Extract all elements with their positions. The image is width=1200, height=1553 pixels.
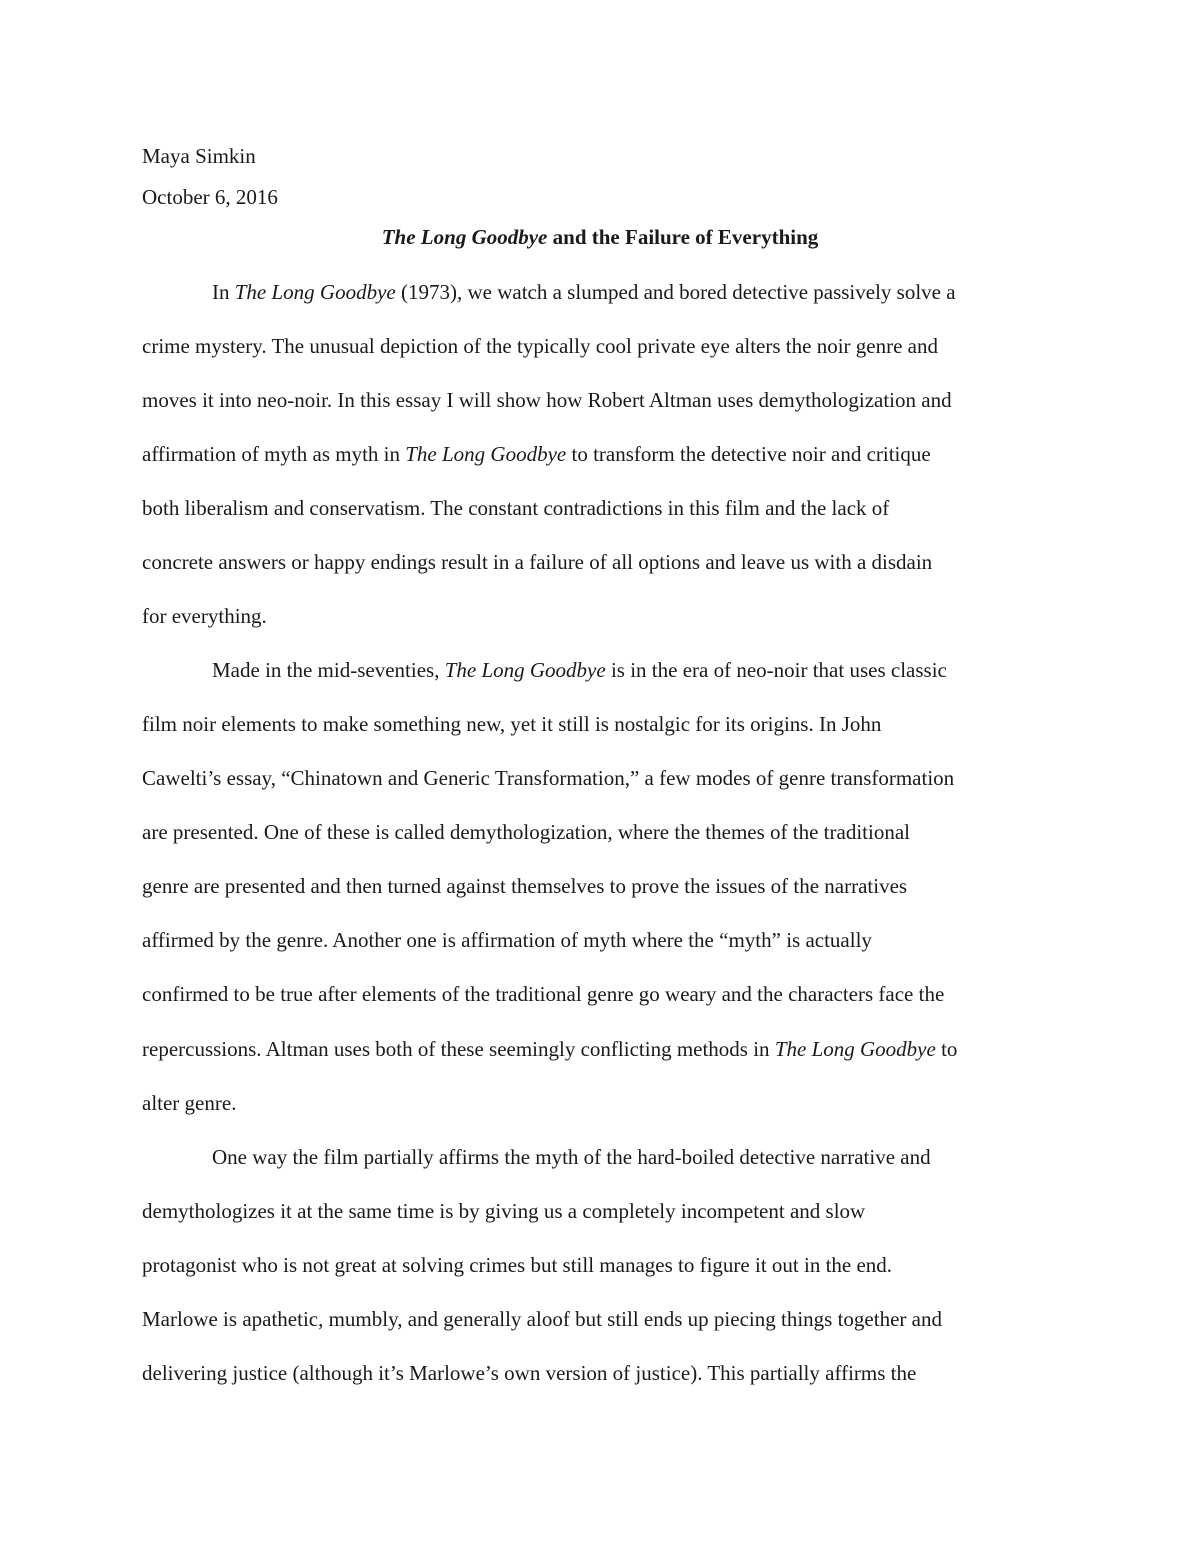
paragraph-line bbox=[142, 1035, 957, 1063]
text-run: is in the era of neo-noir that uses classic bbox=[605, 658, 947, 682]
paragraph-line: are presented. One of these is called demythologization, where the themes of the traditional bbox=[142, 820, 910, 844]
paragraph-line bbox=[142, 440, 931, 468]
paragraph-line: crime mystery. The unusual depiction of the typically cool private eye alters the noir genre and bbox=[142, 334, 938, 358]
paragraph-line: film noir elements to make something new, yet it still is nostalgic for its origins. In John bbox=[142, 712, 882, 736]
paragraph-line: delivering justice (although it’s Marlowe’s own version of justice). This partially affirms the bbox=[142, 1361, 917, 1385]
paragraph-line: demythologizes it at the same time is by giving us a completely incompetent and slow bbox=[142, 1199, 866, 1223]
paragraph-line: both liberalism and conservatism. The constant contradictions in this film and the lack of bbox=[142, 496, 890, 520]
text-run: repercussions. Altman uses both of these seemingly conflicting methods in bbox=[142, 1037, 775, 1061]
paragraph-line: confirmed to be true after elements of the traditional genre go weary and the characters face the bbox=[142, 982, 945, 1006]
essay-date: October 6, 2016 bbox=[142, 185, 278, 209]
author-name: Maya Simkin bbox=[142, 144, 256, 168]
paragraph-line: One way the film partially affirms the myth of the hard-boiled detective narrative and bbox=[212, 1145, 931, 1169]
paragraph-line: affirmed by the genre. Another one is affirmation of myth where the “myth” is actually bbox=[142, 928, 872, 952]
film-title-italic: The Long Goodbye bbox=[444, 658, 606, 682]
paragraph-line: concrete answers or happy endings result in a failure of all options and leave us with a disdain bbox=[142, 550, 933, 574]
text-run: In bbox=[212, 280, 235, 304]
essay-title bbox=[0, 223, 1200, 251]
text-run: affirmation of myth as myth in bbox=[142, 442, 406, 466]
paragraph-line bbox=[212, 656, 947, 684]
paragraph-line: protagonist who is not great at solving crimes but still manages to figure it out in the end. bbox=[142, 1253, 893, 1277]
text-run: Made in the mid-seventies, bbox=[212, 658, 445, 682]
paragraph-line: Cawelti’s essay, “Chinatown and Generic Transformation,” a few modes of genre transformation bbox=[142, 766, 955, 790]
text-run: to transform the detective noir and critique bbox=[566, 442, 931, 466]
film-title-italic: The Long Goodbye bbox=[405, 442, 567, 466]
film-title-italic: The Long Goodbye bbox=[234, 280, 396, 304]
paragraph-line: for everything. bbox=[142, 604, 267, 628]
paragraph-line: genre are presented and then turned against themselves to prove the issues of the narratives bbox=[142, 874, 908, 898]
paragraph-line bbox=[212, 278, 956, 306]
paragraph-line: moves it into neo-noir. In this essay I will show how Robert Altman uses demythologization and bbox=[142, 388, 952, 412]
paragraph-line: alter genre. bbox=[142, 1091, 237, 1115]
text-run: (1973), we watch a slumped and bored detective passively solve a bbox=[395, 280, 956, 304]
film-title-italic: The Long Goodbye bbox=[774, 1037, 936, 1061]
title-rest: and the Failure of Everything bbox=[547, 225, 819, 249]
paragraph-line: Marlowe is apathetic, mumbly, and generally aloof but still ends up piecing things together and bbox=[142, 1307, 942, 1331]
title-film-name: The Long Goodbye bbox=[381, 225, 548, 249]
text-run: to bbox=[935, 1037, 958, 1061]
